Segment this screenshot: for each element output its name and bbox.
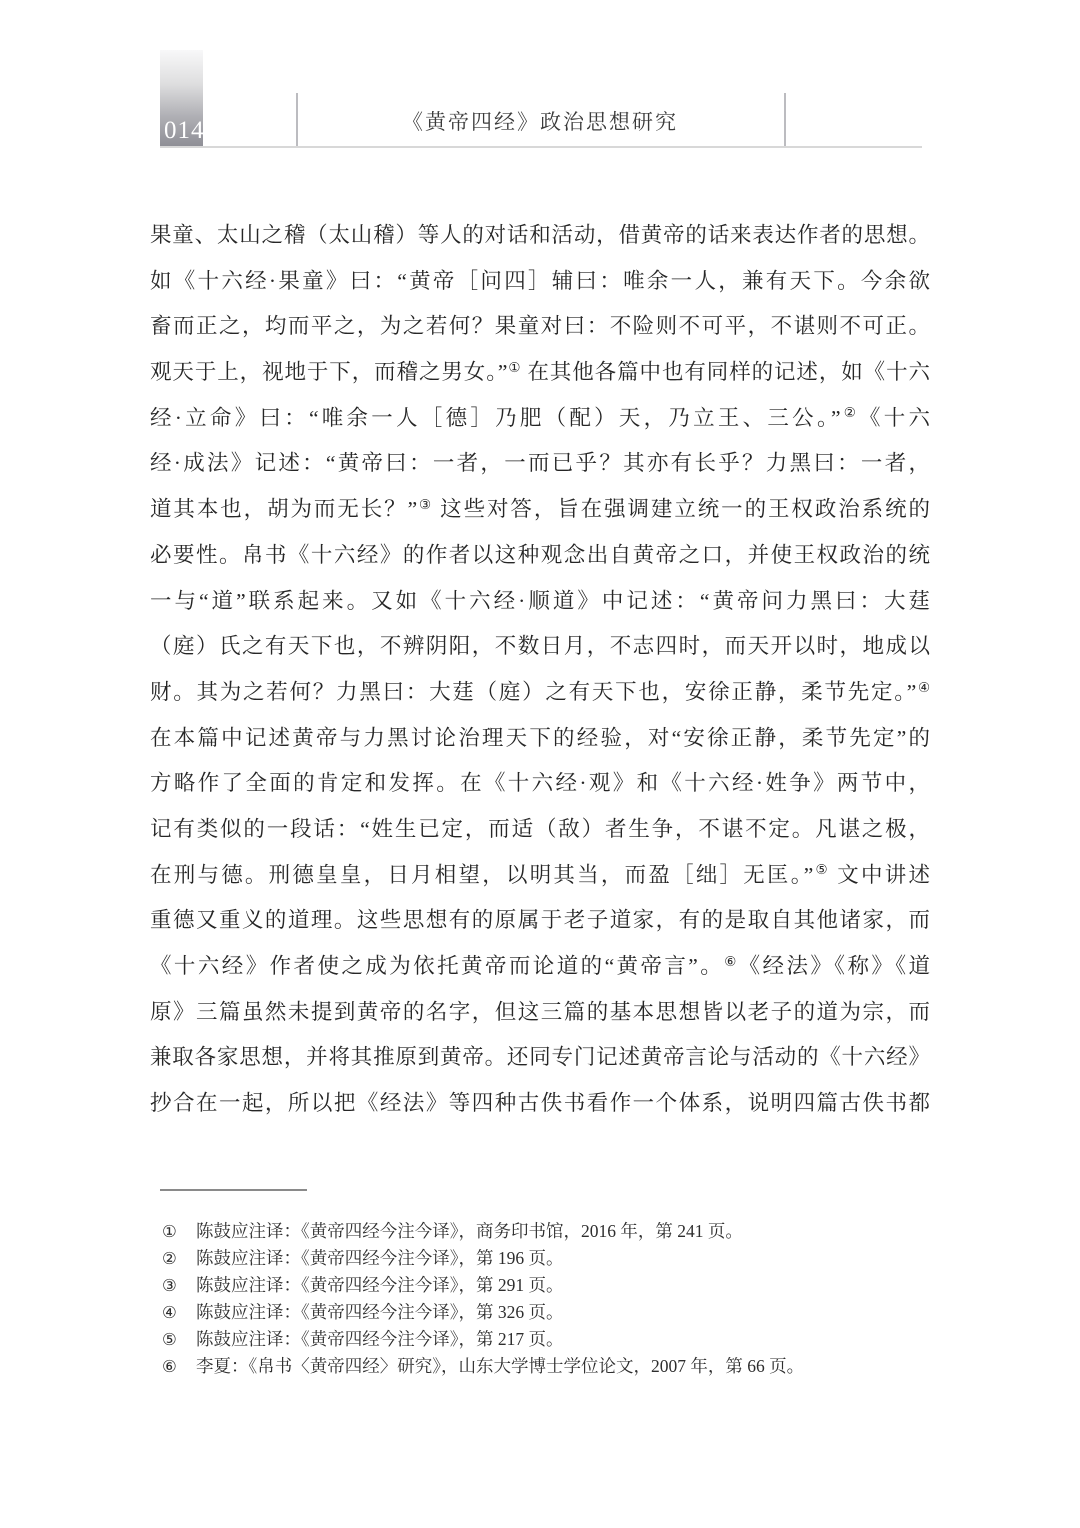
body-line-6: 经·成法》记述：“黄帝曰：一者，一而已乎？其亦有长乎？力黑曰：一者， [150,451,930,476]
footnote-number: ④ [162,1303,177,1322]
footnote-item-3 [162,1272,937,1299]
footnote-number: ③ [162,1276,177,1295]
footnote-text: 陈鼓应注译：《黄帝四经今注今译》，第 217 页。 [196,1329,564,1349]
running-title: 《黄帝四经》政治思想研究 [402,110,678,134]
footnote-text: 陈鼓应注译：《黄帝四经今注今译》，第 196 页。 [196,1248,564,1268]
body-line-8: 必要性。帛书《十六经》的作者以这种观念出自黄帝之口，并使王权政治的统 [150,542,930,567]
footnote-text: 李夏：《帛书〈黄帝四经〉研究》，山东大学博士学位论文，2007 年，第 66 页。 [196,1356,805,1376]
body-line-11: 财。其为之若何？力黑曰：大莛（庭）之有天下也，安徐正静，柔节先定。”④ [150,679,930,704]
footnote-item-1 [162,1218,937,1245]
body-line-3: 畜而正之，均而平之，为之若何？果童对曰：不险则不可平，不谌则不可正。 [150,314,930,339]
body-line-15: 在刑与德。刑德皇皇，日月相望，以明其当，而盈［绌］无匡。”⑤ 文中讲述 [150,862,930,887]
footnote-number: ② [162,1249,177,1268]
footnote-item-6 [162,1353,937,1380]
body-line-13: 方略作了全面的肯定和发挥。在《十六经·观》和《十六经·姓争》两节中， [150,771,930,796]
body-line-1: 果童、太山之稽（太山稽）等人的对话和活动，借黄帝的话来表达作者的思想。 [150,223,930,247]
footnote-number: ① [162,1222,177,1241]
body-line-5: 经·立命》曰：“唯余一人［德］乃肥（配）天，乃立王、三公。”②《十六 [150,405,930,430]
body-line-20: 抄合在一起，所以把《经法》等四种古佚书看作一个体系，说明四篇古佚书都 [150,1091,930,1116]
body-line-18: 原》三篇虽然未提到黄帝的名字，但这三篇的基本思想皆以老子的道为宗，而 [150,999,930,1024]
body-line-10: （庭）氏之有天下也，不辨阴阳，不数日月，不志四时，而天开以时，地成以 [150,634,930,659]
body-line-19: 兼取各家思想，并将其推原到黄帝。还同专门记述黄帝言论与活动的《十六经》 [150,1045,930,1070]
header-rule [160,146,922,148]
page-number: 014 [164,117,205,144]
body-line-9: 一与“道”联系起来。又如《十六经·顺道》中记述：“黄帝问力黑曰：大莛 [150,588,930,613]
footnote-divider [160,1189,307,1191]
body-line-2: 如《十六经·果童》曰：“黄帝［问四］辅曰：唯余一人，兼有天下。今余欲 [150,268,930,293]
body-line-17: 《十六经》作者使之成为依托黄帝而论道的“黄帝言”。⑥《经法》《称》《道 [150,953,930,978]
footnote-text: 陈鼓应注译：《黄帝四经今注今译》，第 326 页。 [196,1302,564,1322]
body-line-14: 记有类似的一段话：“姓生已定，而适（敌）者生争，不谌不定。凡谌之极， [150,816,930,841]
footnote-text: 陈鼓应注译：《黄帝四经今注今译》，第 291 页。 [196,1275,564,1295]
footnote-number: ⑥ [162,1357,177,1376]
footnote-text: 陈鼓应注译：《黄帝四经今注今译》，商务印书馆，2016 年，第 241 页。 [196,1221,743,1241]
body-paragraph [150,213,930,1127]
body-line-7: 道其本也，胡为而无长？”③ 这些对答，旨在强调建立统一的王权政治系统的 [150,496,930,522]
body-line-4: 观天于上，视地于下，而稽之男女。”① 在其他各篇中也有同样的记述，如《十六 [150,359,930,385]
footnote-item-4 [162,1299,937,1326]
footnote-number: ⑤ [162,1330,177,1349]
footnote-item-5 [162,1326,937,1353]
footnote-item-2 [162,1245,937,1272]
body-line-12: 在本篇中记述黄帝与力黑讨论治理天下的经验，对“安徐正静，柔节先定”的 [150,725,930,750]
footnote-list [162,1218,937,1380]
body-line-16: 重德又重义的道理。这些思想有的原属于老子道家，有的是取自其他诸家，而 [150,908,930,933]
